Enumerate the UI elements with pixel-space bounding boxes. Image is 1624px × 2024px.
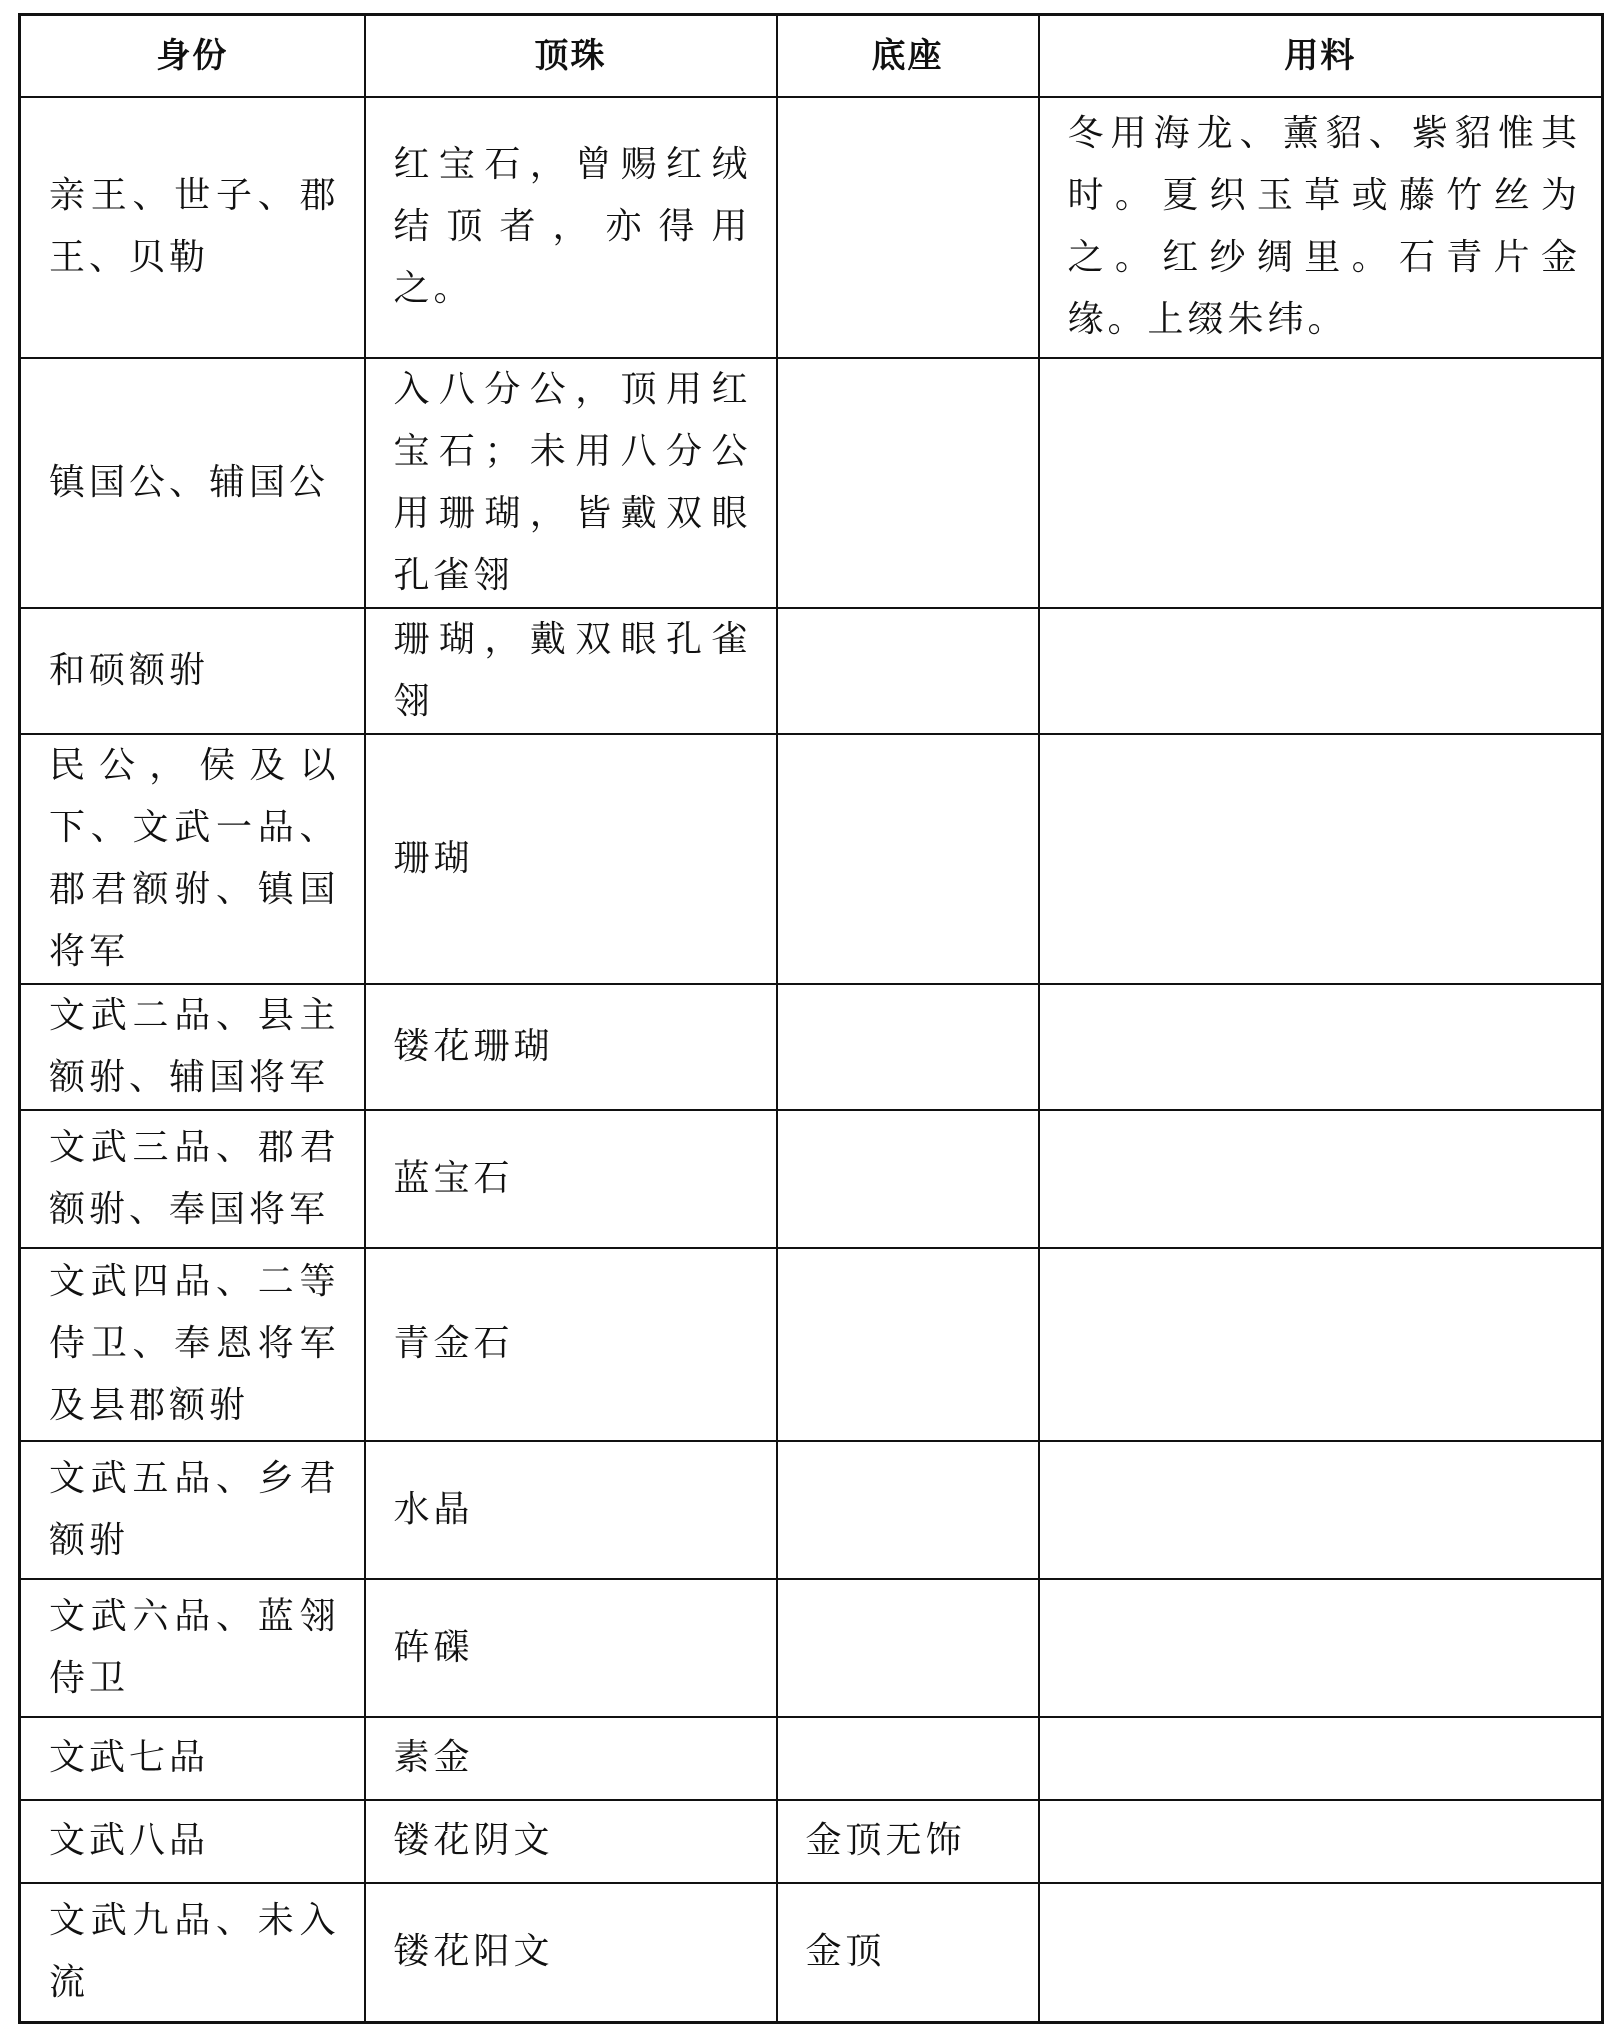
cell-base <box>777 734 1039 984</box>
cell-top-bead: 红宝石，曾赐红绒结顶者，亦得用之。 <box>365 97 777 358</box>
cell-identity: 民公，侯及以下、文武一品、郡君额驸、镇国将军 <box>20 734 365 984</box>
cell-identity: 亲王、世子、郡王、贝勒 <box>20 97 365 358</box>
cell-base <box>777 984 1039 1110</box>
table-row <box>20 1883 1603 2023</box>
cell-top-bead: 珊瑚，戴双眼孔雀翎 <box>365 608 777 734</box>
table-row <box>20 1717 1603 1800</box>
cell-top-bead: 入八分公，顶用红宝石；未用八分公用珊瑚，皆戴双眼孔雀翎 <box>365 358 777 608</box>
table-row <box>20 1800 1603 1883</box>
header-top-bead: 顶珠 <box>365 15 777 97</box>
cell-base <box>777 1579 1039 1717</box>
cell-identity: 文武九品、未入流 <box>20 1883 365 2023</box>
cell-identity: 文武三品、郡君额驸、奉国将军 <box>20 1110 365 1248</box>
cell-material <box>1039 1110 1603 1248</box>
cell-base <box>777 1110 1039 1248</box>
header-material: 用料 <box>1039 15 1603 97</box>
table-row <box>20 734 1603 984</box>
cell-identity: 文武五品、乡君额驸 <box>20 1441 365 1579</box>
cell-material <box>1039 1717 1603 1800</box>
table-row <box>20 358 1603 608</box>
cell-top-bead: 蓝宝石 <box>365 1110 777 1248</box>
cell-top-bead: 青金石 <box>365 1248 777 1441</box>
cell-top-bead: 镂花阳文 <box>365 1883 777 2023</box>
cell-identity: 和硕额驸 <box>20 608 365 734</box>
cell-identity: 文武二品、县主额驸、辅国将军 <box>20 984 365 1110</box>
cell-material <box>1039 1579 1603 1717</box>
table-row <box>20 1248 1603 1441</box>
header-identity: 身份 <box>20 15 365 97</box>
cell-base <box>777 358 1039 608</box>
cell-base: 金顶无饰 <box>777 1800 1039 1883</box>
cell-material <box>1039 1883 1603 2023</box>
cell-base <box>777 97 1039 358</box>
cell-identity: 文武八品 <box>20 1800 365 1883</box>
cell-material <box>1039 608 1603 734</box>
cell-top-bead: 镂花阴文 <box>365 1800 777 1883</box>
cell-material <box>1039 984 1603 1110</box>
cell-base <box>777 608 1039 734</box>
cell-material: 冬用海龙、薰貂、紫貂惟其时。夏织玉草或藤竹丝为之。红纱绸里。石青片金缘。上缀朱纬。 <box>1039 97 1603 358</box>
rank-table <box>18 13 1604 2024</box>
cell-base <box>777 1717 1039 1800</box>
cell-base <box>777 1441 1039 1579</box>
cell-top-bead: 砗磲 <box>365 1579 777 1717</box>
cell-top-bead: 珊瑚 <box>365 734 777 984</box>
cell-material <box>1039 1248 1603 1441</box>
cell-top-bead: 素金 <box>365 1717 777 1800</box>
table-row <box>20 1441 1603 1579</box>
cell-material <box>1039 1800 1603 1883</box>
cell-top-bead: 水晶 <box>365 1441 777 1579</box>
cell-material <box>1039 358 1603 608</box>
cell-material <box>1039 1441 1603 1579</box>
table-row <box>20 984 1603 1110</box>
cell-identity: 文武四品、二等侍卫、奉恩将军及县郡额驸 <box>20 1248 365 1441</box>
cell-base: 金顶 <box>777 1883 1039 2023</box>
cell-material <box>1039 734 1603 984</box>
cell-identity: 文武六品、蓝翎侍卫 <box>20 1579 365 1717</box>
cell-base <box>777 1248 1039 1441</box>
cell-top-bead: 镂花珊瑚 <box>365 984 777 1110</box>
header-base: 底座 <box>777 15 1039 97</box>
cell-identity: 镇国公、辅国公 <box>20 358 365 608</box>
cell-identity: 文武七品 <box>20 1717 365 1800</box>
table-row <box>20 97 1603 358</box>
table-row <box>20 1579 1603 1717</box>
table-row <box>20 608 1603 734</box>
table-row <box>20 1110 1603 1248</box>
header-row <box>20 15 1603 97</box>
